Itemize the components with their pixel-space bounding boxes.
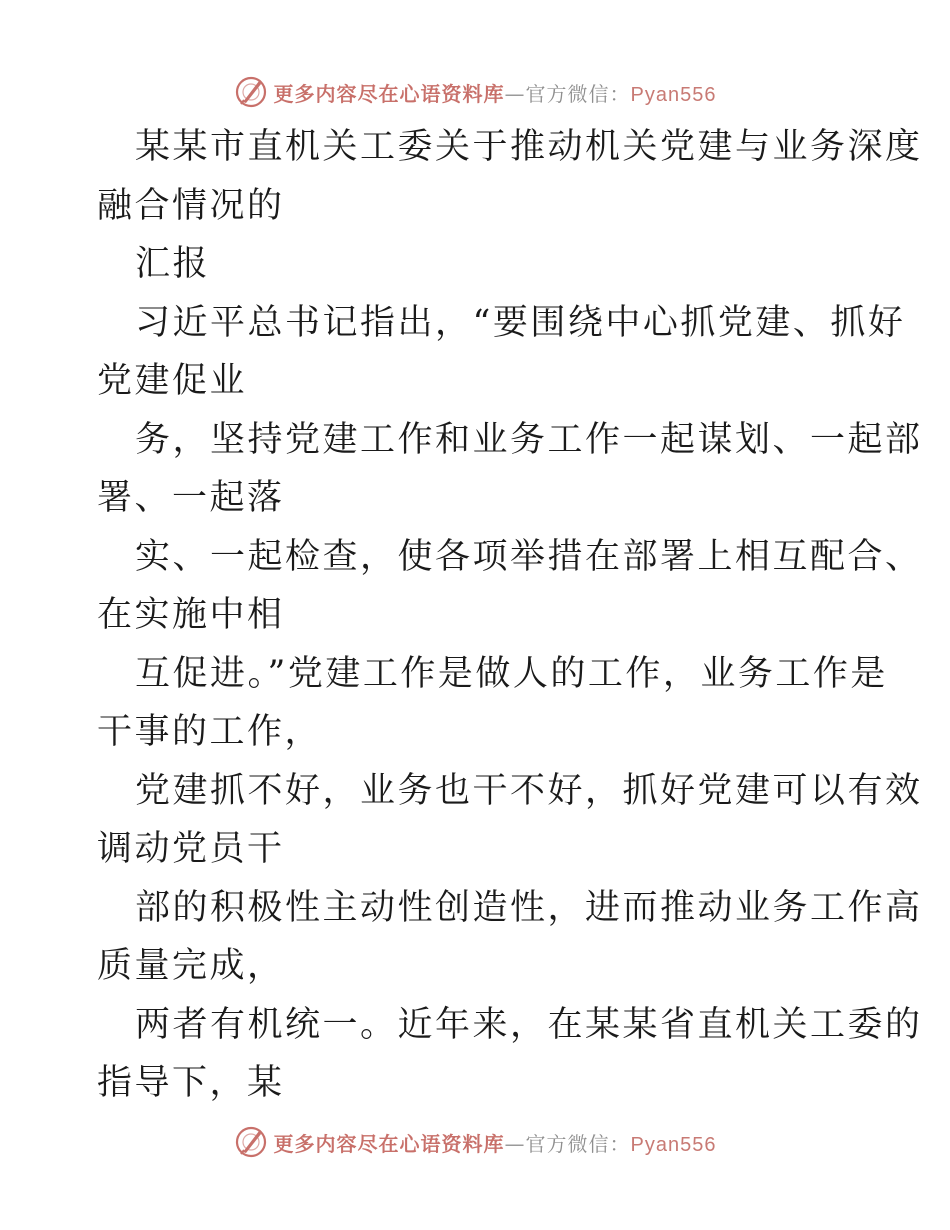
document-line: 习近平总书记指出，“要围绕中心抓党建、抓好: [135, 302, 906, 343]
watermark-brand: 更多内容尽在心语资料库: [273, 81, 505, 106]
document-line: 指导下，某: [97, 1063, 285, 1103]
watermark-text: [274, 78, 717, 107]
watermark-wechat-id: Pyan556: [630, 1133, 717, 1156]
quill-pen-icon: [234, 75, 268, 109]
document-line: 干事的工作，: [97, 712, 323, 752]
footer-watermark: [0, 1120, 950, 1164]
document-line: 质量完成，: [97, 946, 285, 986]
document-body: [97, 118, 923, 1113]
quill-pen-icon: [234, 1125, 268, 1159]
watermark-brand: 更多内容尽在心语资料库: [273, 1131, 505, 1156]
document-line: 实、一起检查，使各项举措在部署上相互配合、: [135, 536, 923, 577]
watermark-text: [274, 1128, 717, 1157]
document-line: 调动党员干: [97, 829, 285, 869]
document-line: 署、一起落: [97, 478, 285, 518]
watermark-wechat-id: Pyan556: [630, 83, 717, 106]
document-line: 党建抓不好，业务也干不好，抓好党建可以有效: [135, 770, 923, 811]
document-line: 两者有机统一。近年来，在某某省直机关工委的: [135, 1004, 923, 1045]
watermark-separator: —: [504, 1131, 526, 1156]
watermark-separator: —: [504, 81, 526, 106]
document-line: 互促进。”党建工作是做人的工作，业务工作是: [135, 653, 888, 694]
document-line: 融合情况的: [97, 185, 285, 226]
watermark-label: 官方微信：: [525, 1131, 631, 1156]
document-line: 部的积极性主动性创造性，进而推动业务工作高: [135, 887, 923, 928]
document-line: 某某市直机关工委关于推动机关党建与业务深度: [135, 127, 923, 167]
document-line: 汇报: [135, 244, 211, 284]
document-line: 在实施中相: [97, 595, 285, 635]
watermark-label: 官方微信：: [525, 81, 631, 106]
document-line: 党建促业: [97, 361, 248, 401]
document-line: 务，坚持党建工作和业务工作一起谋划、一起部: [135, 419, 923, 460]
header-watermark: [0, 70, 950, 114]
